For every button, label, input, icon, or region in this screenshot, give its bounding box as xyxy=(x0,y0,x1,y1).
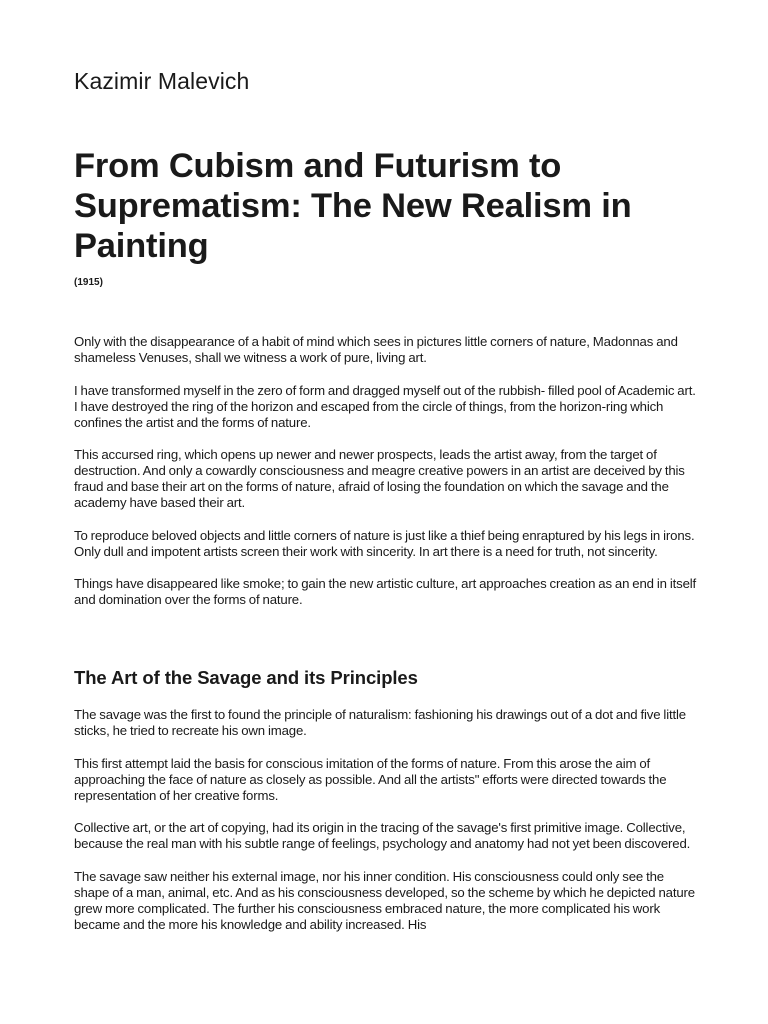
paragraph: To reproduce beloved objects and little corners of nature is just like a thief being enraptured by his legs in irons. Only dull and impotent artists screen their work with sincerity. In art there is a need for truth, not sincerity. xyxy=(74,527,695,559)
paragraph: I have transformed myself in the zero of form and dragged myself out of the rubbish- filled pool of Academic art. I have destroyed the ring of the horizon and escaped from the circle of things, from the horizon-ring which confines the artist and the forms of nature. xyxy=(74,382,696,430)
section-heading: The Art of the Savage and its Principles xyxy=(74,667,418,688)
paragraph: Only with the disappearance of a habit of mind which sees in pictures little corners of nature, Madonnas and shameless Venuses, shall we witness a work of pure, living art. xyxy=(74,334,678,365)
document-title: From Cubism and Futurism to Suprematism: The New Realism in Painting xyxy=(74,147,632,265)
paragraph: Things have disappeared like smoke; to gain the new artistic culture, art approaches creation as an end in itself and domination over the forms of nature. xyxy=(74,576,697,607)
paragraph: This first attempt laid the basis for conscious imitation of the forms of nature. From this arose the aim of approaching the face of nature as closely as possible. And all the artists" efforts were directed towards the representation of her creative forms. xyxy=(74,755,667,803)
savage-art-section xyxy=(74,707,702,949)
author-name: Kazimir Malevich xyxy=(74,68,250,94)
paragraph: This accursed ring, which opens up newer and newer prospects, leads the artist away, from the target of destruction. And only a cowardly consciousness and meagre creative powers in an artist are deceived by this fraud and base their art on the forms of nature, afraid of losing the foundation on which the savage and the academy have based their art. xyxy=(74,447,685,510)
paragraph: Collective art, or the art of copying, had its origin in the tracing of the savage's first primitive image. Collective, because the real man with his subtle range of feelings, psychology and anatomy had not yet been discovered. xyxy=(74,820,691,851)
paragraph: The savage saw neither his external image, nor his inner condition. His consciousness could only see the shape of a man, animal, etc. And as his consciousness developed, so the scheme by which he depicted nature grew more complicated. The further his consciousness embraced nature, the more complicated his work became and the more his knowledge and ability increased. His xyxy=(74,868,695,932)
publication-year: (1915) xyxy=(74,277,103,288)
intro-section xyxy=(74,334,702,625)
paragraph: The savage was the first to found the principle of naturalism: fashioning his drawings out of a dot and five little sticks, he tried to recreate his own image. xyxy=(74,707,686,738)
